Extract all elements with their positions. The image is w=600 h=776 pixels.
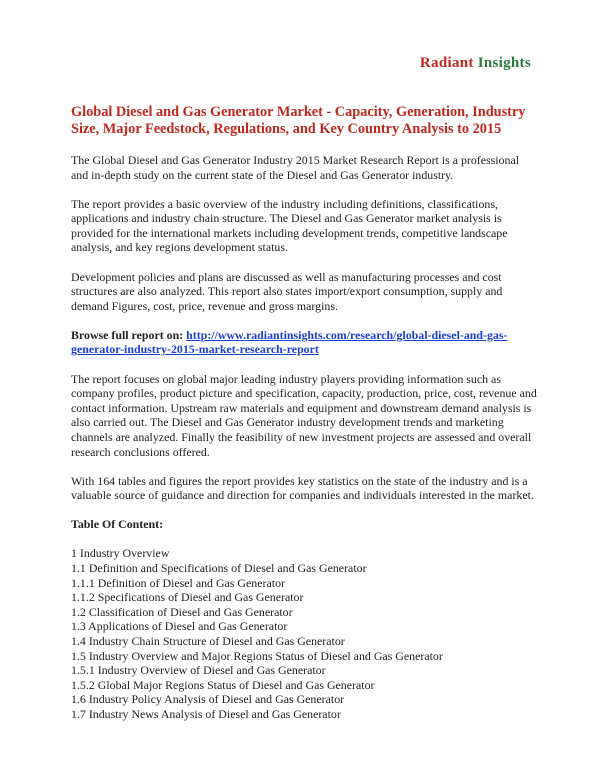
toc-item: 1.4 Industry Chain Structure of Diesel and Gas Generator [71, 633, 345, 648]
toc-item: 1.3 Applications of Diesel and Gas Generator [71, 619, 288, 634]
policies-paragraph: Development policies and plans are discussed as well as manufacturing processes and cost structures are also analyzed. This report also states import/export consumption, supply and demand Figures, cost, price, revenue and gross margins. [71, 269, 503, 313]
toc-item: 1.6 Industry Policy Analysis of Diesel and Gas Generator [71, 692, 345, 707]
radiant-insights-logo [420, 55, 531, 72]
full-report-link[interactable]: http://www.radiantinsights.com/research/global-diesel-and-gas-generator-industry-2015-market-research-report [71, 327, 508, 357]
toc-item: 1 Industry Overview [71, 546, 170, 561]
toc-item: 1.1 Definition and Specifications of Diesel and Gas Generator [71, 560, 367, 575]
logo-word-insights: Insights [477, 55, 531, 71]
toc-item: 1.1.2 Specifications of Diesel and Gas Generator [71, 590, 304, 605]
toc-item: 1.5.1 Industry Overview of Diesel and Gas Generator [71, 663, 326, 678]
document-title: Global Diesel and Gas Generator Market - Capacity, Generation, Industry Size, Major Feedstock, Regulations, and Key Country Analysis to 2015 [71, 104, 526, 137]
toc-item: 1.5.2 Global Major Regions Status of Diesel and Gas Generator [71, 677, 375, 692]
statistics-paragraph: With 164 tables and figures the report provides key statistics on the state of the industry and is a valuable source of guidance and direction for companies and individuals interested in the market. [71, 473, 534, 503]
logo-word-radiant: Radiant [419, 55, 474, 71]
table-of-contents [71, 546, 539, 721]
browse-label: Browse full report on: [71, 327, 184, 342]
toc-item: 1.1.1 Definition of Diesel and Gas Generator [71, 575, 285, 590]
browse-report-line [71, 328, 539, 357]
focus-paragraph: The report focuses on global major leading industry players providing information such as company profiles, product picture and specification, capacity, production, price, cost, revenue and contact information. Upstream raw materials and equipment and downstream demand analysis is also carried out. The Diesel and Gas Generator industry development trends and marketing channels are analyzed. Finally the feasibility of new investment projects are assessed and overall research conclusions offered. [71, 371, 537, 459]
toc-item: 1.2 Classification of Diesel and Gas Generator [71, 604, 293, 619]
intro-paragraph: The Global Diesel and Gas Generator Industry 2015 Market Research Report is a professional and in-depth study on the current state of the Diesel and Gas Generator industry. [71, 153, 520, 182]
toc-heading: Table Of Content: [71, 517, 164, 532]
overview-paragraph: The report provides a basic overview of the industry including definitions, classifications, applications and industry chain structure. The Diesel and Gas Generator market analysis is provided for the international markets including development trends, competitive landscape analysis, and key regions development status. [71, 196, 508, 255]
toc-item: 1.7 Industry News Analysis of Diesel and Gas Generator [71, 706, 341, 721]
document-body [71, 104, 539, 722]
toc-item: 1.5 Industry Overview and Major Regions Status of Diesel and Gas Generator [71, 648, 443, 663]
